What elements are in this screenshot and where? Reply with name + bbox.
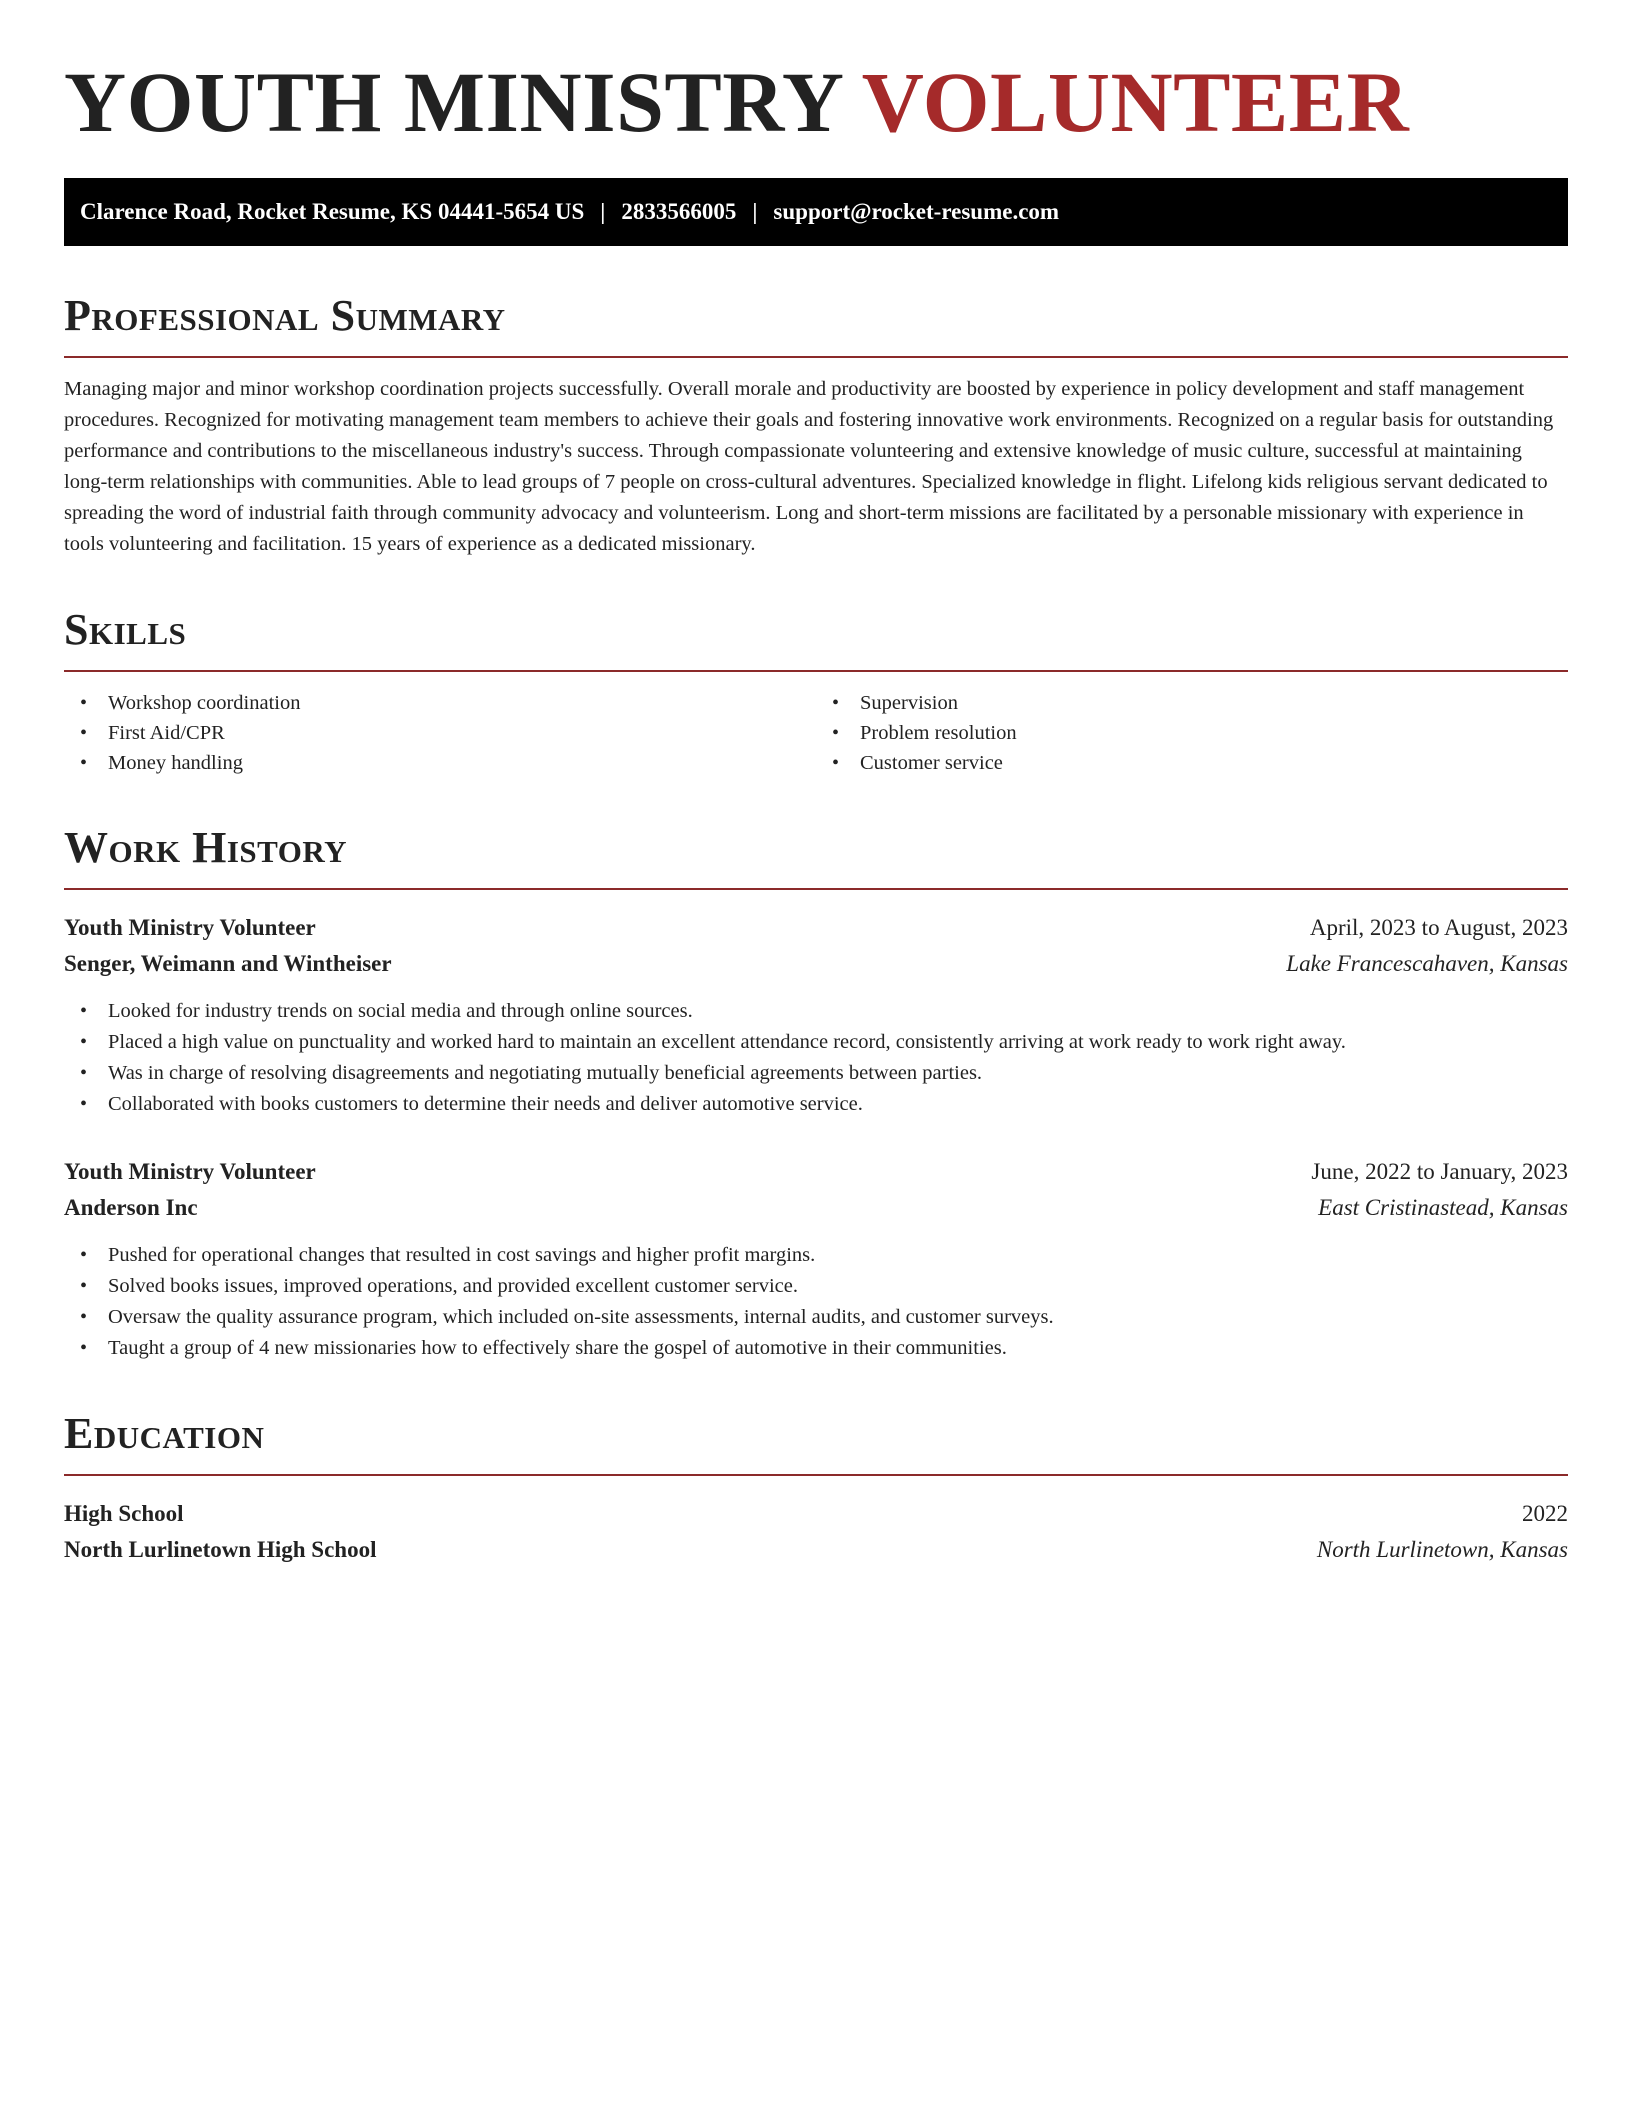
work-history-heading: Work History bbox=[64, 823, 348, 872]
contact-address: Clarence Road, Rocket Resume, KS 04441-5654 US bbox=[80, 199, 585, 224]
skills-column-right bbox=[816, 688, 1568, 778]
contact-separator: | bbox=[600, 199, 606, 224]
job-entry bbox=[64, 1154, 1568, 1364]
section-divider bbox=[64, 888, 1568, 890]
contact-email: support@rocket-resume.com bbox=[773, 199, 1060, 224]
skill-item: • First Aid/CPR bbox=[64, 718, 816, 748]
job-company: Anderson Inc bbox=[64, 1195, 198, 1220]
contact-separator: | bbox=[752, 199, 758, 224]
job-bullet: • Placed a high value on punctuality and worked hard to maintain an excellent attendance record, consistently arriving at work ready to work right away. bbox=[64, 1027, 1568, 1058]
summary-heading: Professional Summary bbox=[64, 291, 506, 340]
education-year: 2022 bbox=[1522, 1501, 1568, 1526]
job-bullet: • Collaborated with books customers to determine their needs and deliver automotive service. bbox=[64, 1089, 1568, 1120]
job-bullet: • Solved books issues, improved operations, and provided excellent customer service. bbox=[64, 1271, 1568, 1302]
job-position: Youth Ministry Volunteer bbox=[64, 1159, 316, 1184]
skill-item: • Workshop coordination bbox=[64, 688, 816, 718]
education-section bbox=[64, 1408, 1568, 1568]
job-bullet: • Taught a group of 4 new missionaries how to effectively share the gospel of automotive in their communities. bbox=[64, 1333, 1568, 1364]
job-bullet: • Looked for industry trends on social media and through online sources. bbox=[64, 996, 1568, 1027]
job-entry bbox=[64, 910, 1568, 1120]
summary-text: Managing major and minor workshop coordination projects successfully. Overall morale and productivity are boosted by experience in policy development and staff management procedures. Recognized for motivating management team members to achieve their goals and fostering innovative work environments. Recognized on a regular basis for outstanding performance and contributions to the miscellaneous industry's success. Through compassionate volunteering and extensive knowledge of music culture, successful at maintaining long-term relationships with communities. Able to lead groups of 7 people on cross-cultural adventures. Specialized knowledge in flight. Lifelong kids religious servant dedicated to spreading the word of industrial faith through community advocacy and volunteerism. Long and short-term missions are facilitated by a personable missionary with experience in tools volunteering and facilitation. 15 years of experience as a dedicated missionary. bbox=[64, 378, 1554, 555]
summary-section bbox=[64, 290, 1568, 560]
skills-column-left bbox=[64, 688, 816, 778]
skills-heading: Skills bbox=[64, 605, 187, 654]
job-dates: April, 2023 to August, 2023 bbox=[1309, 915, 1568, 940]
contact-phone: 2833566005 bbox=[621, 199, 737, 224]
education-location: North Lurlinetown, Kansas bbox=[1316, 1537, 1568, 1562]
skill-item: • Money handling bbox=[64, 748, 816, 778]
contact-bar bbox=[64, 178, 1568, 246]
job-company: Senger, Weimann and Wintheiser bbox=[64, 951, 392, 976]
job-bullet: • Oversaw the quality assurance program, which included on-site assessments, internal audits, and customer surveys. bbox=[64, 1302, 1568, 1333]
job-bullets bbox=[64, 996, 1568, 1120]
education-heading: Education bbox=[64, 1409, 265, 1458]
job-location: Lake Francescahaven, Kansas bbox=[1286, 951, 1568, 976]
job-location: East Cristinastead, Kansas bbox=[1318, 1195, 1568, 1220]
job-dates: June, 2022 to January, 2023 bbox=[1311, 1159, 1568, 1184]
skill-item: • Supervision bbox=[816, 688, 1568, 718]
title-accent: VOLUNTEER bbox=[861, 54, 1410, 150]
title-main: YOUTH MINISTRY bbox=[64, 54, 842, 150]
skill-item: • Customer service bbox=[816, 748, 1568, 778]
job-position: Youth Ministry Volunteer bbox=[64, 915, 316, 940]
section-divider bbox=[64, 670, 1568, 672]
skills-section bbox=[64, 604, 1568, 778]
section-divider bbox=[64, 356, 1568, 358]
education-school: North Lurlinetown High School bbox=[64, 1537, 377, 1562]
skills-list bbox=[64, 688, 1568, 778]
job-bullets bbox=[64, 1240, 1568, 1364]
education-degree: High School bbox=[64, 1501, 184, 1526]
job-bullet: • Was in charge of resolving disagreements and negotiating mutually beneficial agreements between parties. bbox=[64, 1058, 1568, 1089]
work-history-section bbox=[64, 822, 1568, 1364]
resume-title bbox=[64, 56, 1568, 148]
section-divider bbox=[64, 1474, 1568, 1476]
skill-item: • Problem resolution bbox=[816, 718, 1568, 748]
education-entry bbox=[64, 1496, 1568, 1568]
job-bullet: • Pushed for operational changes that resulted in cost savings and higher profit margins. bbox=[64, 1240, 1568, 1271]
